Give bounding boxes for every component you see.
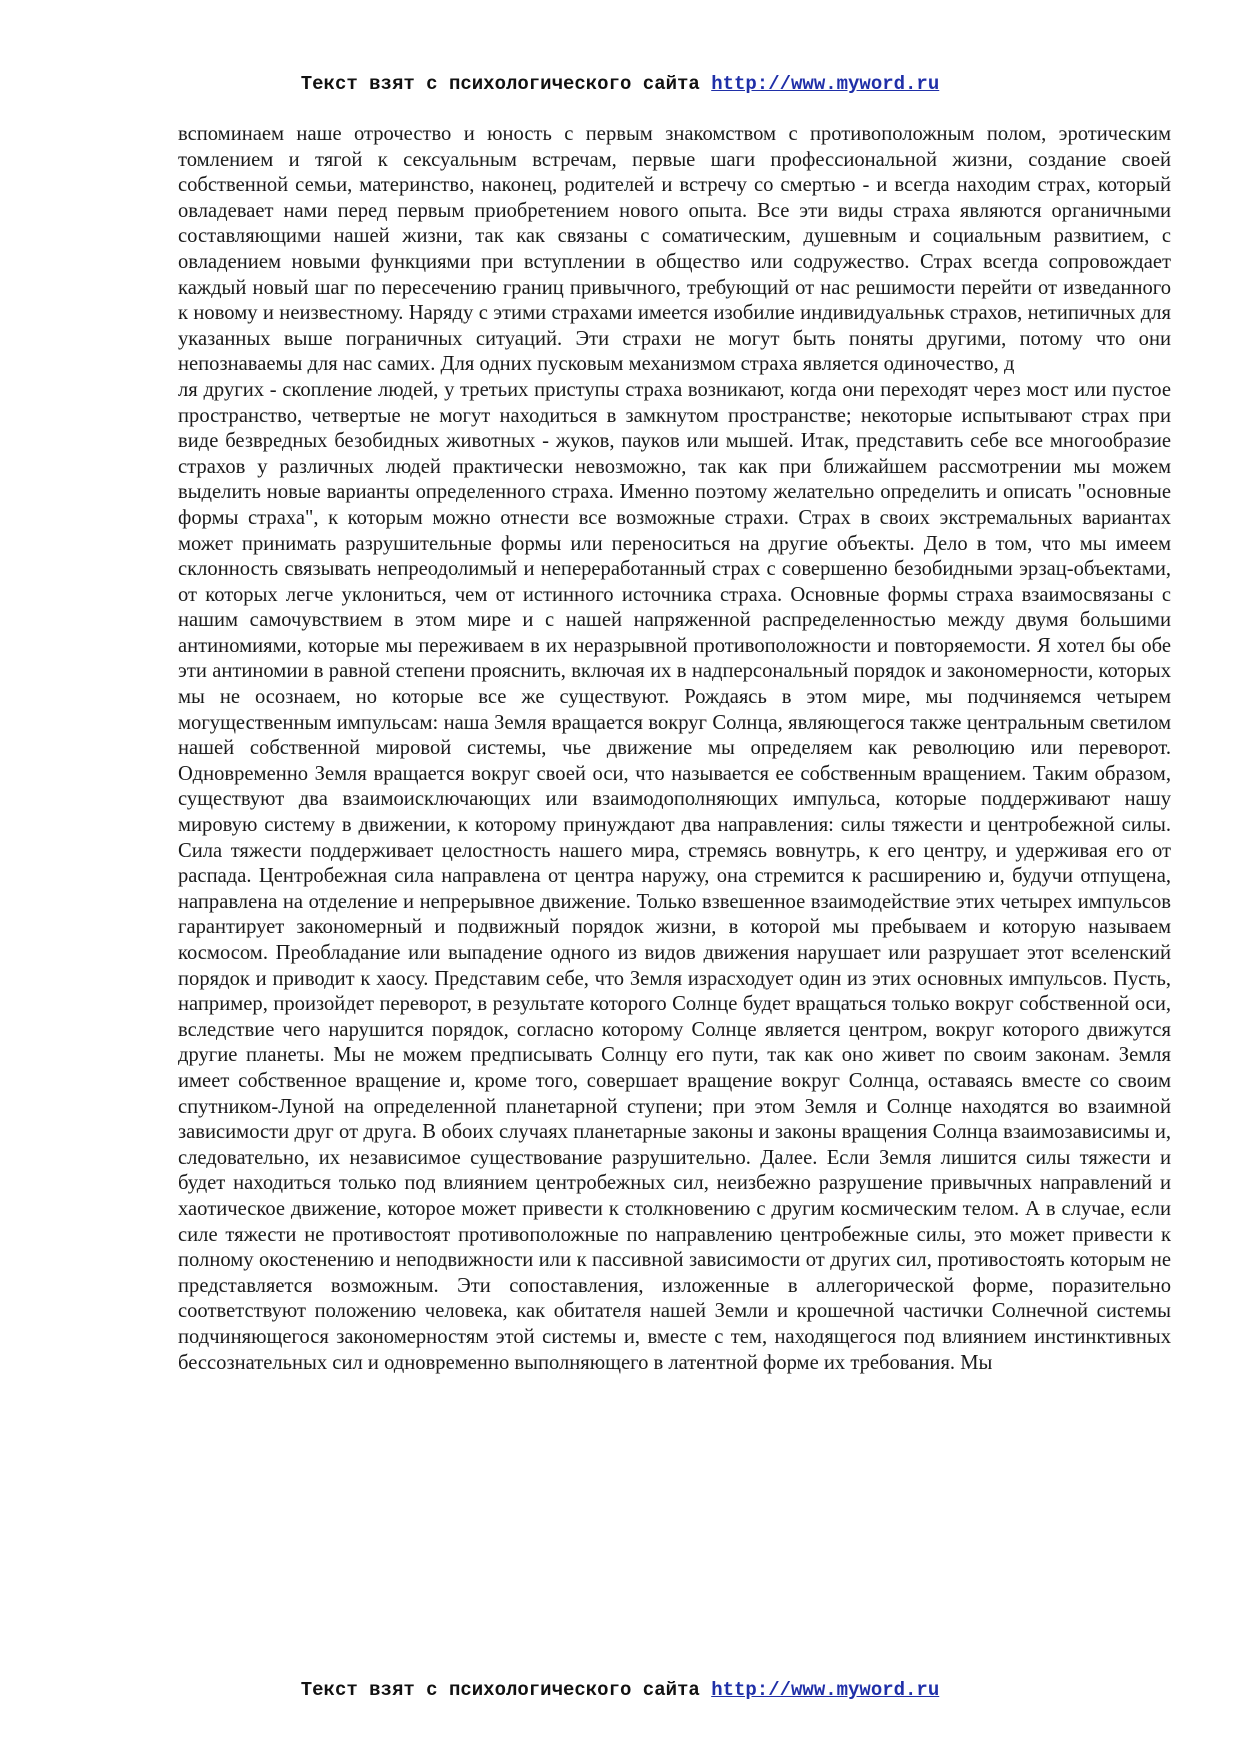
body-paragraph-1: вспоминаем наше отрочество и юность с первым знакомством с противоположным полом, эротическим томлением и тягой к сексуальным встречам, первые шаги профессиональной жизни, создание своей собственной семьи, материнство, наконец, родителей и встречу со смертью - и всегда находим страх, который овладевает нами перед первым приобретением нового опыта. Все эти виды страха являются органичными составляющими нашей жизни, так как связаны с соматическим, душевным и социальным развитием, с овладением новыми функциями при вступлении в общество или содружество. Страх всегда сопровождает каждый новый шаг по пересечению границ привычного, требующий от нас решимости перейти от изведанного к новому и неизвестному. Наряду с этими страхами имеется изобилие индивидуальньк страхов, нетипичных для указанных выше пограничных ситуаций. Эти страхи не могут быть поняты другими, потому что они непознаваемы для нас самих. Для одних пусковым механизмом страха является одиночество, д — [178, 123, 1171, 376]
body-paragraph-2: ля других - скопление людей, у третьих приступы страха возникают, когда они переходят через мост или пустое пространство, четвертые не могут находиться в замкнутом пространстве; некоторые испытывают страх при виде безвредных безобидных животных - жуков, пауков или мышей. Итак, представить себе все многообразие страхов у различных людей практически невозможно, так как при ближайшем рассмотрении мы можем выделить новые варианты определенного страха. Именно поэтому желательно определить и описать "основные формы страха", к которым можно отнести все возможные страхи. Страх в своих экстремальных вариантах может принимать разрушительные формы или переноситься на другие объекты. Дело в том, что мы имеем склонность связывать непреодолимый и непереработанный страх с совершенно безобидными эрзац-объектами, от которых легче уклониться, чем от истинного источника страха. Основные формы страха взаимосвязаны с нашим самочувствием в этом мире и с нашей напряженной распределенностью между двумя большими антиномиями, которые мы переживаем в их неразрывной противоположности и повторяемости. Я хотел бы обе эти антиномии в равной степени прояснить, включая их в надперсональный порядок и закономерности, которых мы не осознаем, но которые все же существуют. Рождаясь в этом мире, мы подчиняемся четырем могущественным импульсам: наша Земля вращается вокруг Солнца, являющегося также центральным светилом нашей собственной мировой системы, чье движение мы определяем как революцию или переворот. Одновременно Земля вращается вокруг своей оси, что называется ее собственным вращением. Таким образом, существуют два взаимоисключающих или взаимодополняющих импульса, которые поддерживают нашу мировую систему в движении, к которому принуждают два направления: силы тяжести и центробежной силы. Сила тяжести поддерживает целостность нашего мира, стремясь вовнутрь, к его центру, и удерживая его от распада. Центробежная сила направлена от центра наружу, она стремится к расширению и, будучи отпущена, направлена на отделение и непрерывное движение. Только взвешенное взаимодействие этих четырех импульсов гарантирует закономерный и подвижный порядок жизни, в которой мы пребываем и которую называем космосом. Преобладание или выпадение одного из видов движения нарушает или разрушает этот вселенский порядок и приводит к хаосу. Представим себе, что Земля израсходует один из этих основных импульсов. Пусть, например, произойдет переворот, в результате которого Солнце будет вращаться только вокруг собственной оси, вследствие чего нарушится порядок, согласно которому Солнце является центром, вокруг которого движутся другие планеты. Мы не можем предписывать Солнцу его пути, так как оно живет по своим законам. Земля имеет собственное вращение и, кроме того, совершает вращение вокруг Солнца, оставаясь вместе со своим спутником-Луной на определенной планетарной ступени; при этом Земля и Солнце находятся во взаимной зависимости друг от друга. В обоих случаях планетарные законы и законы вращения Солнца взаимозависимы и, следовательно, их независимое существование разрушительно. Далее. Если Земля лишится силы тяжести и будет находиться только под влиянием центробежных сил, неизбежно разрушение привычных направлений и хаотическое движение, которое может привести к столкновению с другим космическим телом. А в случае, если силе тяжести не противостоят противоположные по направлению центробежные силы, это может привести к полному окостенению и неподвижности или к пассивной зависимости от других сил, противостоять которым не представляется возможным. Эти сопоставления, изложенные в аллегорической форме, поразительно соответствуют положению человека, как обитателя нашей Земли и крошечной частички Солнечной системы подчиняющегося закономерностям этой системы и, вместе с тем, находящегося под влиянием инстинктивных бессознательных сил и одновременно выполняющего в латентной форме их требования. Мы — [178, 378, 1171, 1374]
page-header — [0, 72, 1240, 96]
header-source-text: Текст взят с психологического сайта — [300, 73, 712, 95]
footer-site-link[interactable]: http://www.myword.ru — [711, 1679, 940, 1701]
footer-source-text: Текст взят с психологического сайта — [300, 1679, 712, 1701]
header-site-link[interactable]: http://www.myword.ru — [711, 73, 940, 95]
page-footer — [0, 1678, 1240, 1702]
document-body — [178, 122, 1171, 1376]
